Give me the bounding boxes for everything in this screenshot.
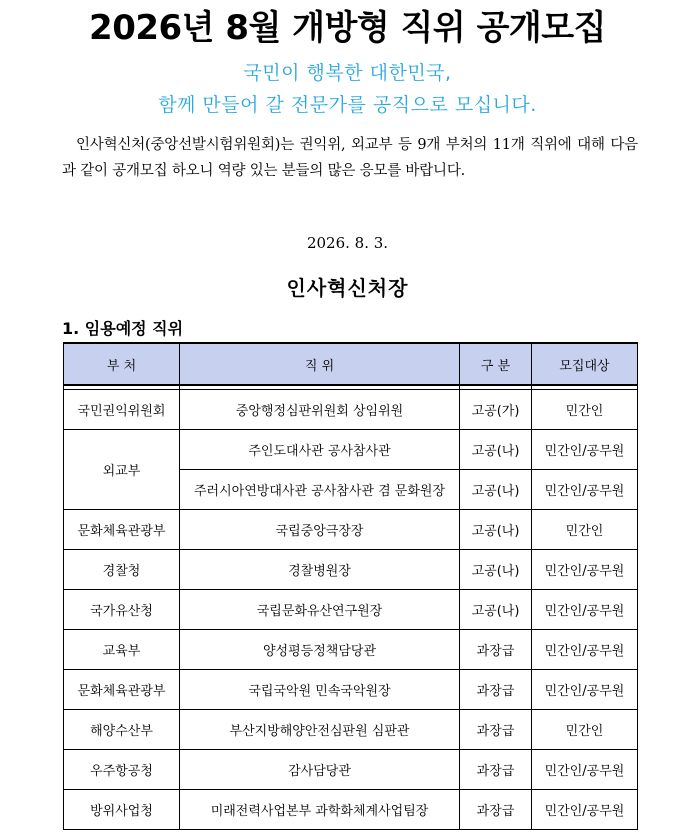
- subtitle-line-1: 국민이 행복한 대한민국,: [243, 62, 452, 84]
- cell-position: 부산지방해양안전심판원 심판관: [180, 710, 460, 750]
- table-row: [64, 550, 638, 590]
- cell-position: 미래전력사업본부 과학화체계사업팀장: [180, 790, 460, 830]
- cell-grade: 고공(나): [460, 510, 532, 550]
- cell-target: 민간인/공무원: [532, 550, 638, 590]
- cell-dept: 외교부: [64, 430, 180, 510]
- column-header-dept: 부 처: [64, 343, 180, 385]
- announcement-date: 2026. 8. 3.: [306, 234, 389, 252]
- table-row: [64, 510, 638, 550]
- cell-dept: 방위사업청: [64, 790, 180, 830]
- cell-grade: 과장급: [460, 710, 532, 750]
- column-header-target: 모집대상: [532, 343, 638, 385]
- cell-dept: 우주항공청: [64, 750, 180, 790]
- column-header-grade: 구 분: [460, 343, 532, 385]
- cell-grade: 고공(나): [460, 590, 532, 630]
- cell-position: 감사담당관: [180, 750, 460, 790]
- table-row: [64, 670, 638, 710]
- cell-position: 중앙행정심판위원회 상임위원: [180, 390, 460, 430]
- cell-position: 주러시아연방대사관 공사참사관 겸 문화원장: [180, 470, 460, 510]
- cell-position: 국립문화유산연구원장: [180, 590, 460, 630]
- cell-target: 민간인/공무원: [532, 670, 638, 710]
- section-title: 1. 임용예정 직위: [62, 319, 184, 338]
- cell-grade: 과장급: [460, 790, 532, 830]
- cell-position: 경찰병원장: [180, 550, 460, 590]
- cell-target: 민간인/공무원: [532, 630, 638, 670]
- cell-grade: 고공(나): [460, 550, 532, 590]
- subtitle-line-2: 함께 만들어 갈 전문가를 공직으로 모십니다.: [158, 94, 537, 116]
- signer: 인사혁신처장: [286, 276, 409, 300]
- positions-table: [63, 342, 638, 830]
- table-row: [64, 710, 638, 750]
- table-row: [64, 430, 638, 470]
- cell-target: 민간인/공무원: [532, 590, 638, 630]
- cell-target: 민간인: [532, 390, 638, 430]
- cell-dept: 문화체육관광부: [64, 510, 180, 550]
- table-row: [64, 790, 638, 830]
- cell-dept: 경찰청: [64, 550, 180, 590]
- table-row: [64, 750, 638, 790]
- cell-target: 민간인/공무원: [532, 750, 638, 790]
- cell-target: 민간인: [532, 710, 638, 750]
- cell-dept: 문화체육관광부: [64, 670, 180, 710]
- cell-grade: 과장급: [460, 750, 532, 790]
- cell-target: 민간인: [532, 510, 638, 550]
- cell-position: 주인도대사관 공사참사관: [180, 430, 460, 470]
- table-body: [64, 385, 638, 830]
- cell-dept: 해양수산부: [64, 710, 180, 750]
- cell-position: 국립국악원 민속국악원장: [180, 670, 460, 710]
- column-header-position: 직 위: [180, 343, 460, 385]
- cell-grade: 고공(나): [460, 470, 532, 510]
- page-title: 2026년 8월 개방형 직위 공개모집: [89, 8, 606, 48]
- cell-target: 민간인/공무원: [532, 430, 638, 470]
- cell-grade: 고공(가): [460, 390, 532, 430]
- cell-dept: 교육부: [64, 630, 180, 670]
- table-row: [64, 590, 638, 630]
- table-row: [64, 390, 638, 430]
- cell-grade: 과장급: [460, 670, 532, 710]
- cell-position: 국립중앙극장장: [180, 510, 460, 550]
- cell-dept: 국민권익위원회: [64, 390, 180, 430]
- cell-position: 양성평등정책담당관: [180, 630, 460, 670]
- table-header-row: [64, 343, 638, 385]
- cell-grade: 고공(나): [460, 430, 532, 470]
- intro-paragraph: 인사혁신처(중앙선발시험위원회)는 권익위, 외교부 등 9개 부처의 11개 직위에 대해 다음과 같이 공개모집 하오니 역량 있는 분들의 많은 응모를 바랍니다.: [62, 137, 638, 179]
- table-row: [64, 630, 638, 670]
- cell-target: 민간인/공무원: [532, 470, 638, 510]
- cell-target: 민간인/공무원: [532, 790, 638, 830]
- cell-grade: 과장급: [460, 630, 532, 670]
- cell-dept: 국가유산청: [64, 590, 180, 630]
